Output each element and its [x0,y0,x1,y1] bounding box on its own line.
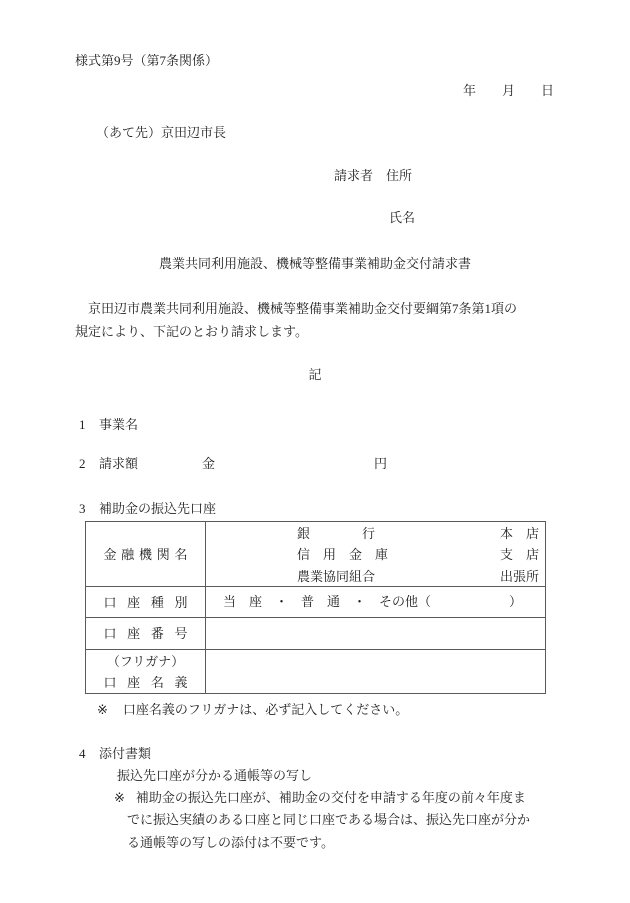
table-row-institution [86,522,545,586]
form-number: 様式第9号（第7条関係） [75,53,219,68]
item-3-number: 3 [79,501,86,516]
requester-name-label: 氏名 [389,210,416,225]
requester-address-label: 請求者 住所 [334,168,413,183]
account-type-options: 当 座 ・ 普 通 ・ その他（ ） [223,594,523,609]
attachment-note-text1: 補助金の振込先口座が、補助金の交付を申請する年度の前々年度ま [135,790,526,805]
account-name-value-cell [206,650,545,693]
table-row-account-number [86,617,545,649]
table-note [97,702,408,718]
record-mark: 記 [308,367,322,382]
attachment-note-line1 [114,790,526,806]
account-number-value-cell [206,618,545,649]
item-4-attachments [79,746,151,762]
item-3-label: 補助金の振込先口座 [99,501,217,516]
amount-yen-label: 円 [374,456,388,471]
table-note-text: 口座名義のフリガナは、必ず記入してください。 [122,702,409,717]
account-name-label: 口座名義 [103,674,188,690]
institution-value-cell [206,522,545,586]
branch-honten-label: 本 店 [499,526,539,541]
branch-shiten-label: 支 店 [499,547,539,563]
item-1-label: 事業名 [99,417,139,432]
branch-shucchojo-label: 出張所 [499,568,539,584]
item-2-number: 2 [79,456,86,471]
nokyo-type-label: 農業協同組合 [297,568,376,584]
item-1-project-name [79,417,138,433]
item-2-claim-amount [79,456,387,472]
attachment-note-mark: ※ [114,790,125,805]
table-row-account-type [86,586,545,617]
institution-option-bank [206,523,545,544]
body-paragraph-line2: 規定により、下記のとおり請求します。 [75,324,308,339]
item-3-bank-account [79,501,216,517]
account-number-label: 口座番号 [103,626,188,641]
attachment-note-line3: る通帳等の写しの添付は不要です。 [127,835,334,850]
item-2-label: 請求額 [99,456,139,471]
table-row-account-name [86,649,545,693]
account-name-label-cell [86,650,206,693]
table-note-mark: ※ [97,702,108,717]
item-4-number: 4 [79,746,86,761]
item-1-number: 1 [79,417,86,432]
date-line: 年 月 日 [462,83,554,98]
attachment-note-line2: でに振込実績のある口座と同じ口座である場合は、振込先口座が分か [127,812,531,827]
institution-label: 金融機関名 [103,546,188,562]
attachment-copy-line: 振込先口座が分かる通帳等の写し [117,768,313,783]
bank-type-label: 銀 行 [297,526,376,541]
amount-kin-label: 金 [202,456,216,471]
bank-account-table [85,521,546,694]
addressee-line: （あて先）京田辺市長 [96,125,227,140]
institution-option-shinkin [206,544,545,565]
institution-option-nokyo [206,566,545,587]
account-number-label-cell [86,618,206,649]
account-type-label: 口座種別 [103,594,188,610]
item-4-label: 添付書類 [99,746,152,761]
account-type-label-cell [86,587,206,617]
document-title: 農業共同利用施設、機械等整備事業補助金交付請求書 [158,256,471,271]
institution-label-cell [86,522,206,586]
account-type-value-cell [206,587,545,617]
body-paragraph-line1: 京田辺市農業共同利用施設、機械等整備事業補助金交付要綱第7条第1項の [75,301,518,316]
shinkin-type-label: 信 用 金 庫 [297,547,389,563]
account-name-kana-label: （フリガナ） [106,653,185,669]
